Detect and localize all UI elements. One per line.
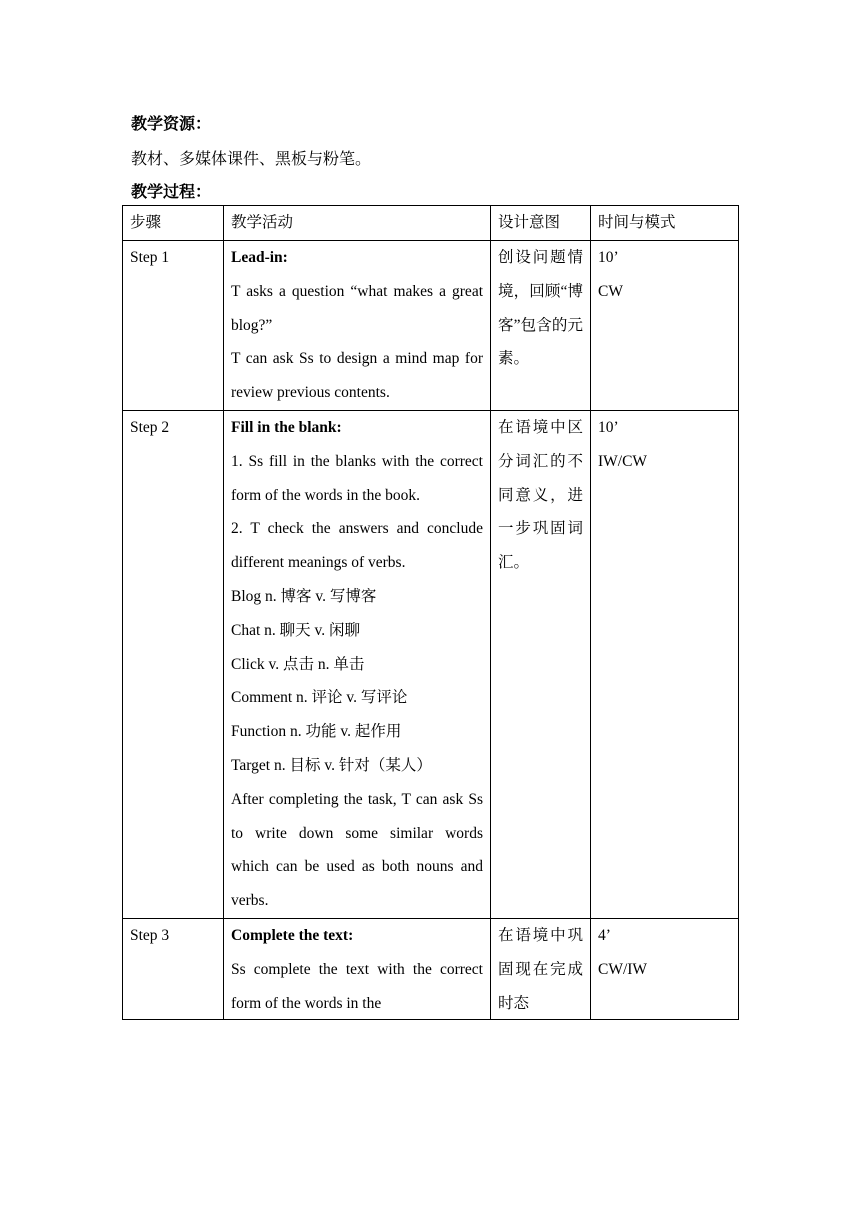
step2-line: Comment n. 评论 v. 写评论 — [231, 689, 408, 707]
step3-mode: CW/IW — [598, 960, 648, 978]
step2-label: Step 2 — [123, 410, 224, 918]
step1-label: Step 1 — [123, 241, 224, 411]
step1-time-mode — [591, 241, 739, 411]
process-heading: 教学过程： — [131, 184, 212, 201]
header-step: 步骤 — [123, 206, 224, 241]
header-purpose: 设计意图 — [491, 206, 591, 241]
step1-line: T asks a question “what makes a great blog?” — [231, 282, 483, 334]
table-row-step3 — [123, 918, 739, 1019]
step3-label-text: Step 3 — [130, 926, 170, 944]
step2-purpose: 在语境中区分词汇的不同意义，进一步巩固词汇。 — [491, 410, 591, 918]
step3-purpose-cell — [491, 918, 591, 1019]
step2-line: Blog n. 博客 v. 写博客 — [231, 587, 377, 605]
step3-line: Ss complete the text with the correct form of the words in the — [231, 960, 483, 1012]
step1-purpose: 创设问题情境，回顾“博客”包含的元素。 — [491, 241, 591, 411]
step1-mode: CW — [598, 282, 623, 300]
step2-line: After completing the task, T can ask Ss to write down some similar words which can be used as both nouns and verbs. — [231, 790, 483, 910]
header-time-mode: 时间与模式 — [591, 206, 739, 241]
table-row-step1 — [123, 241, 739, 411]
step2-line: Target n. 目标 v. 针对（某人） — [231, 756, 432, 774]
step3-time-mode-body — [598, 919, 731, 1019]
step2-line: Function n. 功能 v. 起作用 — [231, 723, 402, 741]
step2-title: Fill in the blank: — [231, 418, 342, 436]
step2-line: 2. T check the answers and conclude different meanings of verbs. — [231, 520, 483, 572]
step1-line: T can ask Ss to design a mind map for review previous contents. — [231, 350, 483, 402]
step3-purpose: 在语境中巩固现在完成时态 — [498, 926, 583, 1012]
table-row-step2 — [123, 410, 739, 918]
resources-heading: 教学资源： — [131, 116, 212, 133]
step2-time-mode — [591, 410, 739, 918]
resources-text: 教材、多媒体课件、黑板与粉笔。 — [131, 151, 372, 168]
step1-time: 10’ — [598, 249, 619, 266]
step1-activity — [224, 241, 491, 411]
step3-activity-body — [231, 919, 483, 1019]
lesson-table — [122, 205, 739, 1020]
step2-time: 10’ — [598, 418, 619, 436]
step3-label — [123, 918, 224, 1019]
step2-line: Chat n. 聊天 v. 闲聊 — [231, 621, 361, 639]
step2-activity — [224, 410, 491, 918]
step2-line: Click v. 点击 n. 单击 — [231, 655, 365, 673]
step2-mode: IW/CW — [598, 452, 648, 470]
step3-activity — [224, 918, 491, 1019]
step3-time-mode — [591, 918, 739, 1019]
header-activity: 教学活动 — [224, 206, 491, 241]
step1-title: Lead-in: — [231, 249, 288, 266]
table-header-row — [123, 206, 739, 241]
step3-time: 4’ — [598, 926, 611, 944]
step3-title: Complete the text: — [231, 926, 354, 944]
step2-line: 1. Ss fill in the blanks with the correct form of the words in the book. — [231, 452, 483, 504]
